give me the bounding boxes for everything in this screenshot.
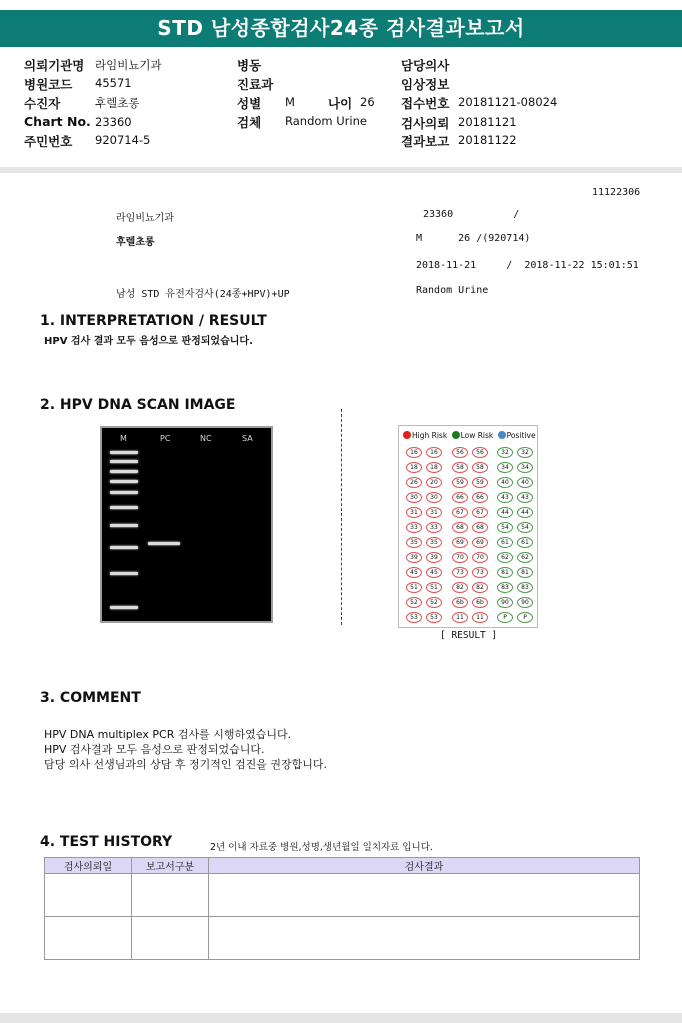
hpv-spot: 45 xyxy=(426,567,442,578)
legend-low: Low Risk xyxy=(460,431,494,440)
table-row xyxy=(45,874,640,917)
marker-band xyxy=(110,524,138,527)
institution-value: 라임비뇨기과 xyxy=(95,58,162,72)
hpv-spot: 34 xyxy=(517,462,533,473)
resident-no-value: 920714-5 xyxy=(95,133,151,147)
info-sex-age: M 26 /(920714) xyxy=(416,233,531,244)
legend-high: High Risk xyxy=(412,431,448,440)
request-date-value: 20181121 xyxy=(458,115,517,129)
hpv-spot: 51 xyxy=(406,582,422,593)
department-label: 진료과 xyxy=(237,77,274,92)
hpv-spot: 62 xyxy=(497,552,513,563)
history-col-header: 검사의뢰일 xyxy=(45,858,132,874)
report-header xyxy=(0,0,682,167)
hpv-spot: 31 xyxy=(406,507,422,518)
interpretation-text: HPV 검사 결과 모두 음성으로 판정되었습니다. xyxy=(44,336,253,347)
interpretation-title: 1. INTERPRETATION / RESULT xyxy=(40,313,267,329)
hpv-spot: 44 xyxy=(497,507,513,518)
hpv-spot: 70 xyxy=(472,552,488,563)
hpv-spot: 40 xyxy=(517,477,533,488)
history-title: 4. TEST HISTORY xyxy=(40,834,173,850)
gel-image xyxy=(100,426,273,623)
marker-band xyxy=(110,460,138,463)
history-cell xyxy=(209,874,640,917)
age-label: 나이 xyxy=(328,96,353,111)
history-col-header: 검사결과 xyxy=(209,858,640,874)
hpv-spot: 43 xyxy=(497,492,513,503)
info-dates: 2018-11-21 / 2018-11-22 15:01:51 xyxy=(416,260,639,271)
marker-band xyxy=(110,491,138,494)
hpv-spot: 11 xyxy=(472,612,488,623)
hpv-spot: 16 xyxy=(406,447,422,458)
info-patient: 후렐초롱 xyxy=(116,237,155,248)
clinical-info-label: 임상정보 xyxy=(401,77,450,92)
hpv-spot: 61 xyxy=(497,537,513,548)
hpv-spot: 40 xyxy=(497,477,513,488)
marker-band xyxy=(110,572,138,575)
hpv-spot: 33 xyxy=(406,522,422,533)
marker-band xyxy=(110,470,138,473)
scan-title: 2. HPV DNA SCAN IMAGE xyxy=(40,397,236,413)
patient-label: 수진자 xyxy=(24,96,61,111)
specimen-label: 검체 xyxy=(237,115,262,130)
hpv-spot: 62 xyxy=(517,552,533,563)
hpv-spot: 59 xyxy=(472,477,488,488)
ward-label: 병동 xyxy=(237,58,262,73)
hpv-spot: 69 xyxy=(452,537,468,548)
gel-lane-label: M xyxy=(120,434,127,443)
marker-band xyxy=(110,451,138,454)
hpv-spot: 61 xyxy=(517,537,533,548)
marker-band xyxy=(110,506,138,509)
hpv-spot: 16 xyxy=(426,447,442,458)
hpv-spot: 54 xyxy=(517,522,533,533)
pc-band xyxy=(148,542,180,545)
specimen-value: Random Urine xyxy=(285,114,367,128)
hpv-spot: 31 xyxy=(426,507,442,518)
resident-no-label: 주민번호 xyxy=(24,134,73,149)
hpv-spot: 83 xyxy=(497,582,513,593)
hpv-spot: 18 xyxy=(406,462,422,473)
comment-title: 3. COMMENT xyxy=(40,690,141,706)
receipt-no-label: 접수번호 xyxy=(401,96,450,111)
legend-positive: Positive xyxy=(506,431,536,440)
history-cell xyxy=(209,917,640,960)
gel-lane-label: SA xyxy=(242,434,253,443)
report-title: STD 남성종합검사24종 검사결과보고서 xyxy=(0,10,682,47)
hpv-spot: 32 xyxy=(497,447,513,458)
hpv-spot: 35 xyxy=(426,537,442,548)
hpv-spot: 30 xyxy=(426,492,442,503)
hpv-spot: 66 xyxy=(452,492,468,503)
receipt-no-value: 20181121-08024 xyxy=(458,95,558,109)
hpv-spot: 6b xyxy=(472,597,488,608)
hpv-spot: 35 xyxy=(406,537,422,548)
hpv-spot: 52 xyxy=(426,597,442,608)
hospital-code-value: 45571 xyxy=(95,76,132,90)
hpv-spot: 20 xyxy=(426,477,442,488)
hospital-code-label: 병원코드 xyxy=(24,77,73,92)
result-caption: [ RESULT ] xyxy=(440,630,498,641)
marker-band xyxy=(110,546,138,549)
marker-band xyxy=(110,606,138,609)
hpv-spot: 51 xyxy=(426,582,442,593)
hpv-spot: 69 xyxy=(472,537,488,548)
hpv-spot: 44 xyxy=(517,507,533,518)
chip-legend xyxy=(403,431,536,440)
history-cell xyxy=(132,917,209,960)
history-col-header: 보고서구분 xyxy=(132,858,209,874)
info-institution: 라임비뇨기과 xyxy=(116,213,174,224)
high-risk-dot-icon xyxy=(403,431,411,439)
hpv-spot: 81 xyxy=(497,567,513,578)
patient-value: 후렐초롱 xyxy=(95,96,140,110)
page-footer-strip xyxy=(0,1013,682,1023)
comment-line: 담당 의사 선생님과의 상담 후 정기적인 검진을 권장합니다. xyxy=(44,758,327,771)
history-cell xyxy=(45,874,132,917)
history-cell xyxy=(132,874,209,917)
hpv-spot: 43 xyxy=(517,492,533,503)
hpv-spot: 53 xyxy=(426,612,442,623)
hpv-spot: 34 xyxy=(497,462,513,473)
hpv-spot: 58 xyxy=(452,462,468,473)
request-date-label: 검사의뢰 xyxy=(401,116,450,131)
info-chart: 23360 / xyxy=(423,209,520,220)
hpv-spot: 82 xyxy=(452,582,468,593)
hpv-spot: P xyxy=(517,612,533,623)
sex-label: 성별 xyxy=(237,96,262,111)
hpv-spot: 33 xyxy=(426,522,442,533)
history-header-row xyxy=(45,858,640,874)
hpv-spot: 66 xyxy=(472,492,488,503)
hpv-spot: 18 xyxy=(426,462,442,473)
low-risk-dot-icon xyxy=(452,431,460,439)
hpv-spot: 83 xyxy=(517,582,533,593)
hpv-spot: 45 xyxy=(406,567,422,578)
hpv-spot: 81 xyxy=(517,567,533,578)
hpv-spot: 82 xyxy=(472,582,488,593)
hpv-spot: 56 xyxy=(452,447,468,458)
gel-lane-label: PC xyxy=(160,434,171,443)
hpv-spot: 54 xyxy=(497,522,513,533)
history-note: 2년 이내 자료중 병원,성명,생년월일 일치자료 입니다. xyxy=(210,842,433,853)
hpv-spot: 39 xyxy=(406,552,422,563)
hpv-spot: 73 xyxy=(452,567,468,578)
hpv-spot: P xyxy=(497,612,513,623)
hpv-spot: 90 xyxy=(497,597,513,608)
comment-line: HPV 검사결과 모두 음성으로 판정되었습니다. xyxy=(44,743,265,756)
institution-label: 의뢰기관명 xyxy=(24,58,85,73)
hpv-spot: 30 xyxy=(406,492,422,503)
doctor-label: 담당의사 xyxy=(401,58,450,73)
hpv-spot: 39 xyxy=(426,552,442,563)
comment-line: HPV DNA multiplex PCR 검사를 시행하였습니다. xyxy=(44,728,292,741)
sex-value: M xyxy=(285,95,295,109)
hpv-spot: 6b xyxy=(452,597,468,608)
history-table xyxy=(44,857,640,960)
hpv-spot: 11 xyxy=(452,612,468,623)
hpv-spot: 68 xyxy=(452,522,468,533)
hpv-chip xyxy=(398,425,538,628)
chart-no-label: Chart No. xyxy=(24,114,91,129)
gel-lane-label: NC xyxy=(200,434,212,443)
hpv-spot: 67 xyxy=(472,507,488,518)
report-id: 11122306 xyxy=(592,187,641,198)
info-specimen: Random Urine xyxy=(416,285,489,296)
hpv-spot: 90 xyxy=(517,597,533,608)
report-date-label: 결과보고 xyxy=(401,134,450,149)
chart-no-value: 23360 xyxy=(95,115,132,129)
hpv-spot: 56 xyxy=(472,447,488,458)
hpv-spot: 58 xyxy=(472,462,488,473)
hpv-spot: 52 xyxy=(406,597,422,608)
hpv-spot: 68 xyxy=(472,522,488,533)
info-test-name: 남성 STD 유전자검사(24종+HPV)+UP xyxy=(116,289,290,300)
age-value: 26 xyxy=(360,95,375,109)
report-date-value: 20181122 xyxy=(458,133,517,147)
hpv-spot: 26 xyxy=(406,477,422,488)
hpv-spot: 67 xyxy=(452,507,468,518)
table-row xyxy=(45,917,640,960)
divider-dashed xyxy=(341,409,342,625)
hpv-spot: 53 xyxy=(406,612,422,623)
hpv-spot: 73 xyxy=(472,567,488,578)
marker-band xyxy=(110,480,138,483)
hpv-spot: 59 xyxy=(452,477,468,488)
positive-dot-icon xyxy=(498,431,506,439)
hpv-spot: 70 xyxy=(452,552,468,563)
history-cell xyxy=(45,917,132,960)
hpv-spot: 32 xyxy=(517,447,533,458)
